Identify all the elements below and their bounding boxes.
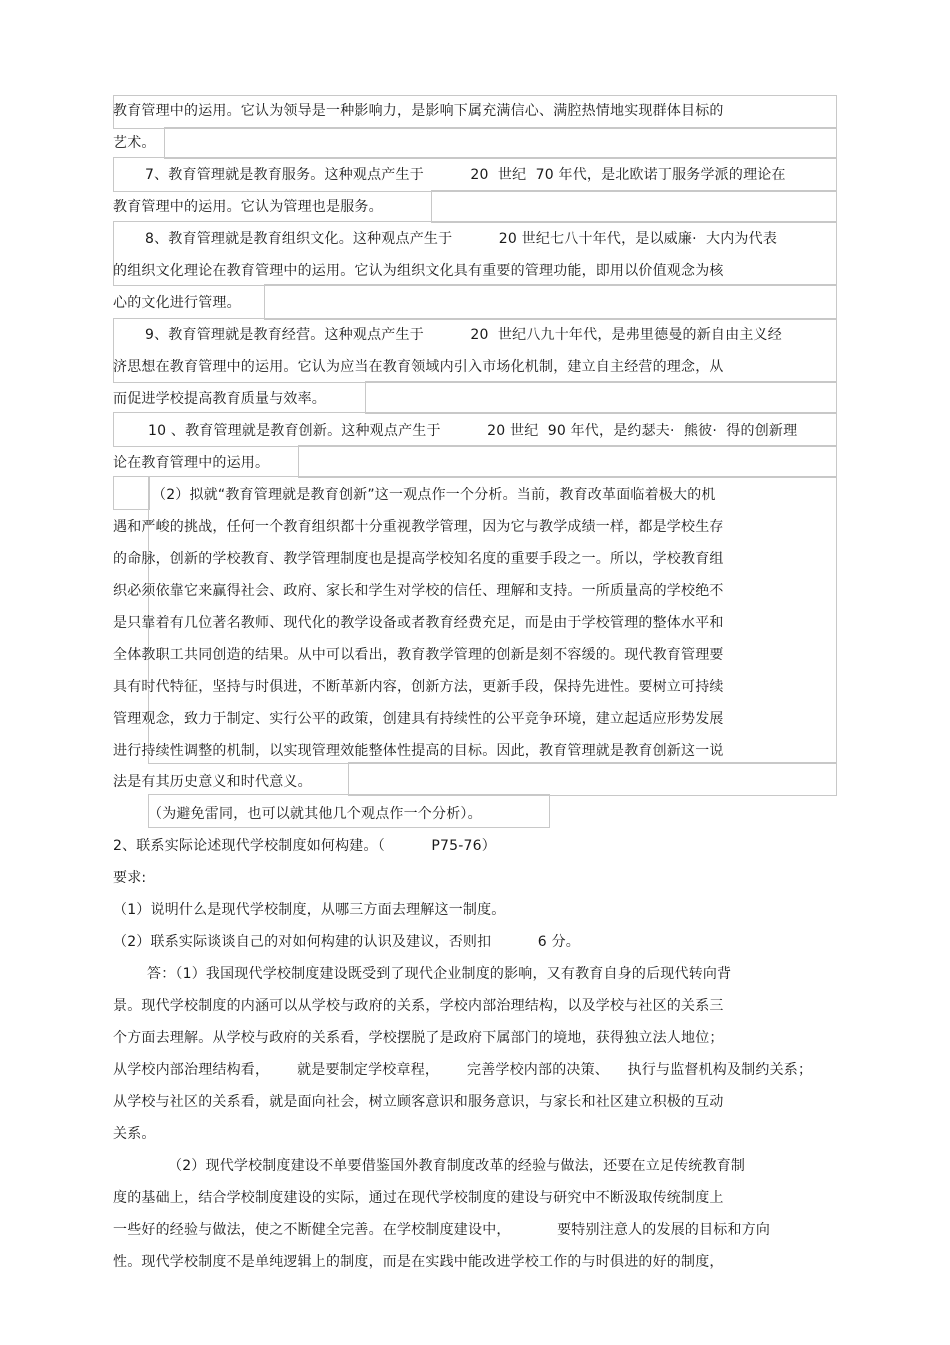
text-line: 教育管理中的运用。它认为领导是一种影响力，是影响下属充满信心、满腔热情地实现群体目标的 (113, 103, 724, 119)
text-box-frame (348, 762, 837, 796)
text-box-frame (365, 381, 837, 414)
text-line: 艺术。 (113, 135, 156, 151)
text-line: 从学校与社区的关系看，就是面向社会，树立顾客意识和服务意识，与家长和社区建立积极的互动 (113, 1094, 724, 1110)
text-line: （2）拟就“教育管理就是教育创新”这一观点作一个分析。当前，教育改革面临着极大的机 (152, 487, 716, 503)
text-line: 法是有其历史意义和时代意义。 (113, 774, 312, 790)
text-line: 具有时代特征，坚持与时俱进，不断革新内容，创新方法，更新手段，保持先进性。要树立可持续 (113, 679, 724, 695)
text-line: 一些好的经验与做法，使之不断健全完善。在学校制度建设中， 要特别注意人的发展的目标和方向 (113, 1222, 771, 1238)
text-line: 关系。 (113, 1126, 156, 1142)
text-line: （1）说明什么是现代学校制度，从哪三方面去理解这一制度。 (113, 902, 506, 918)
text-box-frame (164, 127, 837, 159)
text-line: 遇和严峻的挑战，任何一个教育组织都十分重视教学管理，因为它与教学成绩一样，都是学校生存 (113, 519, 724, 535)
text-line: 要求: (113, 870, 147, 886)
text-line: 8、教育管理就是教育组织文化。这种观点产生于 20 世纪七八十年代，是以威廉· 大内为代表 (145, 231, 778, 247)
text-line: 10 、教育管理就是教育创新。这种观点产生于 20 世纪 90 年代，是约瑟夫· 熊彼· 得的创新理 (148, 423, 798, 439)
text-box-frame (113, 476, 150, 510)
text-line: 性。现代学校制度不是单纯逻辑上的制度，而是在实践中能改进学校工作的与时俱进的好的制度， (113, 1254, 724, 1270)
text-line: 教育管理中的运用。它认为管理也是服务。 (113, 199, 383, 215)
text-line: （2）联系实际谈谈自己的对如何构建的认识及建议，否则扣 6 分。 (113, 934, 580, 950)
text-box-frame (431, 190, 837, 223)
text-line: 景。现代学校制度的内涵可以从学校与政府的关系，学校内部治理结构，以及学校与社区的关系三 (113, 998, 724, 1014)
text-box-frame (264, 284, 837, 320)
text-box-frame (298, 445, 837, 478)
text-line: 从学校内部治理结构看， 就是要制定学校章程， 完善学校内部的决策、 执行与监督机构及制约关系； (113, 1062, 813, 1078)
text-line: 而促进学校提高教育质量与效率。 (113, 391, 326, 407)
text-line: （为避免雷同，也可以就其他几个观点作一个分析）。 (148, 806, 482, 822)
text-line: 心的文化进行管理。 (113, 295, 241, 311)
text-line: 的组织文化理论在教育管理中的运用。它认为组织文化具有重要的管理功能，即用以价值观念为核 (113, 263, 724, 279)
text-line: 的命脉，创新的学校教育、教学管理制度也是提高学校知名度的重要手段之一。所以，学校教育组 (113, 551, 724, 567)
text-line: 7、教育管理就是教育服务。这种观点产生于 20 世纪 70 年代，是北欧诺丁服务学派的理论在 (145, 167, 786, 183)
text-line: 度的基础上，结合学校制度建设的实际，通过在现代学校制度的建设与研究中不断汲取传统制度上 (113, 1190, 724, 1206)
text-line: 答：（1）我国现代学校制度建设既受到了现代企业制度的影响，又有教育自身的后现代转向背 (147, 966, 732, 982)
text-line: 是只靠着有几位著名教师、现代化的教学设备或者教育经费充足，而是由于学校管理的整体水平和 (113, 615, 724, 631)
text-line: 济思想在教育管理中的运用。它认为应当在教育领域内引入市场化机制，建立自主经营的理念，从 (113, 359, 724, 375)
text-line: 全体教职工共同创造的结果。从中可以看出，教育教学管理的创新是刻不容缓的。现代教育管理要 (113, 647, 724, 663)
text-line: 织必须依靠它来赢得社会、政府、家长和学生对学校的信任、理解和支持。一所质量高的学校绝不 (113, 583, 724, 599)
text-line: 9、教育管理就是教育经营。这种观点产生于 20 世纪八九十年代，是弗里德曼的新自由主义经 (145, 327, 782, 343)
text-line: 管理观念，致力于制定、实行公平的政策，创建具有持续性的公平竞争环境，建立起适应形势发展 (113, 711, 724, 727)
text-line: 论在教育管理中的运用。 (113, 455, 270, 471)
text-line: （2）现代学校制度建设不单要借鉴国外教育制度改革的经验与做法，还要在立足传统教育制 (168, 1158, 746, 1174)
text-line: 个方面去理解。从学校与政府的关系看，学校摆脱了是政府下属部门的境地，获得独立法人地位； (113, 1030, 724, 1046)
text-line: 进行持续性调整的机制，以实现管理效能整体性提高的目标。因此，教育管理就是教育创新这一说 (113, 743, 724, 759)
question-heading: 2、联系实际论述现代学校制度如何构建。（ P75-76） (113, 838, 496, 854)
